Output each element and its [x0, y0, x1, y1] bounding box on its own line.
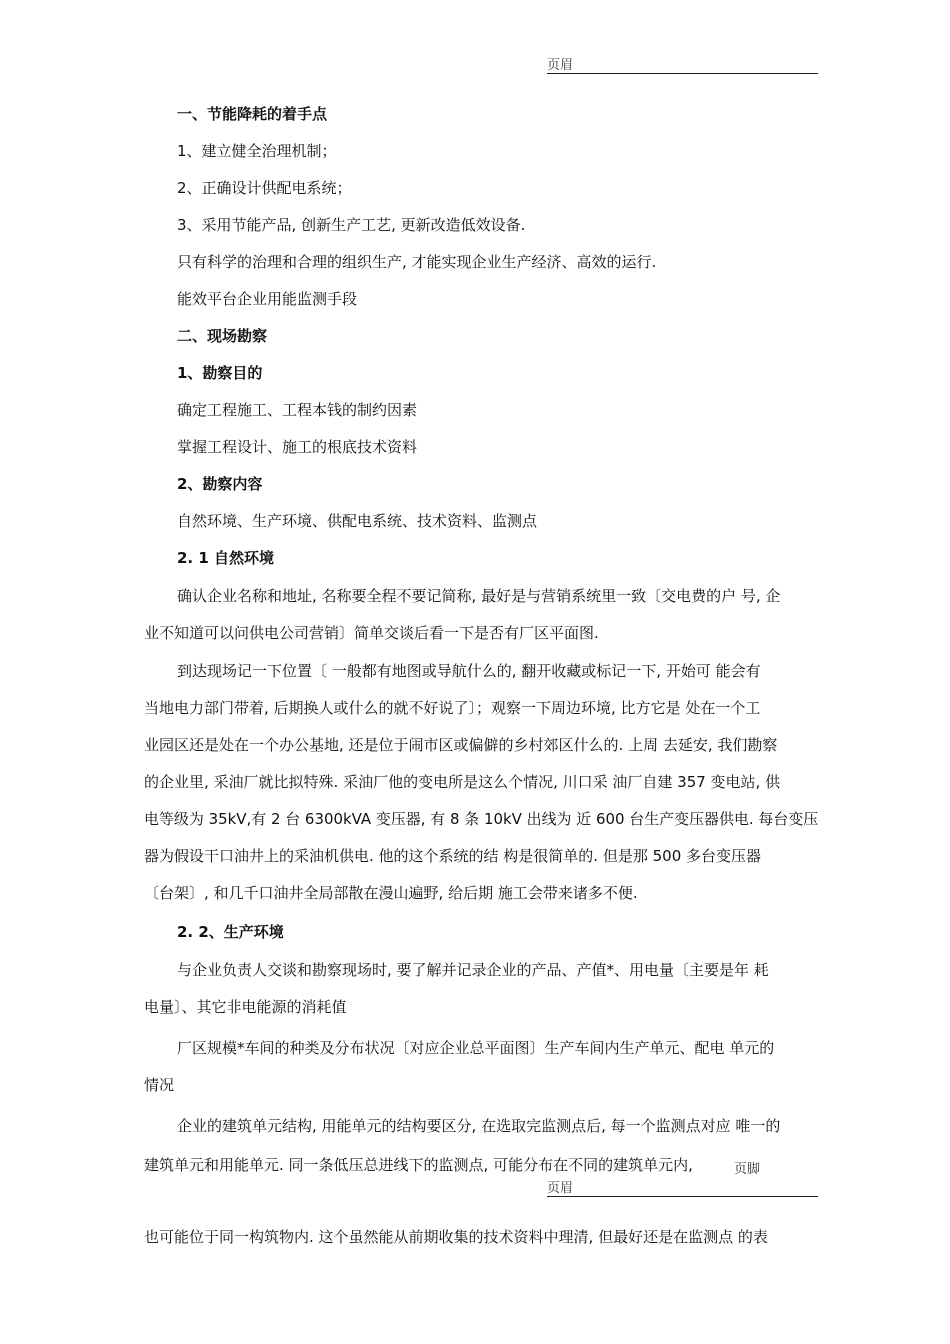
- paragraph-line: 确认企业名称和地址, 名称要全程不要记简称, 最好是与营销系统里一致〔交电费的户 号, 企: [177, 587, 781, 605]
- paragraph: 能效平台企业用能监测手段: [177, 290, 358, 308]
- paragraph-line: 的企业里, 采油厂就比拟特殊. 采油厂他的变电所是这么个情况, 川口采 油厂自建 357 变电站, 供: [144, 773, 781, 791]
- header-rule: [547, 1196, 818, 1197]
- list-item: 3、采用节能产品, 创新生产工艺, 更新改造低效设备.: [177, 216, 526, 234]
- heading-energy-saving: 一、节能降耗的着手点: [177, 105, 328, 123]
- paragraph-line: 业园区还是处在一个办公基地, 还是位于闹市区或偏僻的乡村郊区什么的. 上周 去延安, 我们勘察: [144, 736, 778, 754]
- paragraph-line: 与企业负责人交谈和勘察现场时, 要了解并记录企业的产品、产值*、用电量〔主要是年 耗: [177, 961, 769, 979]
- paragraph-line: 业不知道可以问供电公司营销〕简单交谈后看一下是否有厂区平面图.: [144, 624, 599, 642]
- heading-survey-content: 2、勘察内容: [177, 475, 263, 493]
- heading-natural-environment: 2. 1 自然环境: [177, 549, 275, 567]
- header-rule: [547, 73, 818, 74]
- paragraph-line: 器为假设干口油井上的采油机供电. 他的这个系统的结 构是很简单的. 但是那 500 多台变压器: [144, 847, 762, 865]
- paragraph-line: 企业的建筑单元结构, 用能单元的结构要区分, 在选取完监测点后, 每一个监测点对应 唯一的: [177, 1117, 781, 1135]
- paragraph-line: 电量〕、其它非电能源的消耗值: [144, 998, 347, 1016]
- paragraph: 确定工程施工、工程本钱的制约因素: [177, 401, 418, 419]
- paragraph-line: 情况: [144, 1076, 175, 1094]
- page-header-label: 页眉: [547, 58, 574, 73]
- paragraph-line: 〔台架〕, 和几千口油井全局部散在漫山遍野, 给后期 施工会带来诸多不便.: [144, 884, 638, 902]
- heading-site-survey: 二、现场勘察: [177, 327, 268, 345]
- page-footer-label: 页脚: [734, 1162, 761, 1177]
- list-item: 2、正确设计供配电系统；: [177, 179, 352, 197]
- paragraph-line: 厂区规模*车间的种类及分布状况〔对应企业总平面图〕生产车间内生产单元、配电 单元的: [177, 1039, 775, 1057]
- heading-production-environment: 2. 2、生产环境: [177, 923, 284, 941]
- paragraph: 掌握工程设计、施工的根底技术资料: [177, 438, 418, 456]
- paragraph-line: 电等级为 35kV,有 2 台 6300kVA 变压器, 有 8 条 10kV 出线为 近 600 台生产变压器供电. 每台变压: [144, 810, 819, 828]
- list-item: 1、建立健全治理机制；: [177, 142, 337, 160]
- paragraph-line: 也可能位于同一构筑物内. 这个虽然能从前期收集的技术资料中理清, 但最好还是在监测点 的表: [144, 1228, 768, 1246]
- paragraph: 只有科学的治理和合理的组织生产, 才能实现企业生产经济、高效的运行.: [177, 253, 657, 271]
- paragraph-line: 建筑单元和用能单元. 同一条低压总进线下的监测点, 可能分布在不同的建筑单元内,: [144, 1156, 693, 1174]
- page-header-label: 页眉: [547, 1181, 574, 1196]
- paragraph: 自然环境、生产环境、供配电系统、技术资料、监测点: [177, 512, 538, 530]
- heading-survey-purpose: 1、勘察目的: [177, 364, 263, 382]
- paragraph-line: 当地电力部门带着, 后期换人或什么的就不好说了〕；观察一下周边环境, 比方它是 处在一个工: [144, 699, 761, 717]
- paragraph-line: 到达现场记一下位置〔 一般都有地图或导航什么的, 翻开收藏或标记一下, 开始可 能会有: [177, 662, 761, 680]
